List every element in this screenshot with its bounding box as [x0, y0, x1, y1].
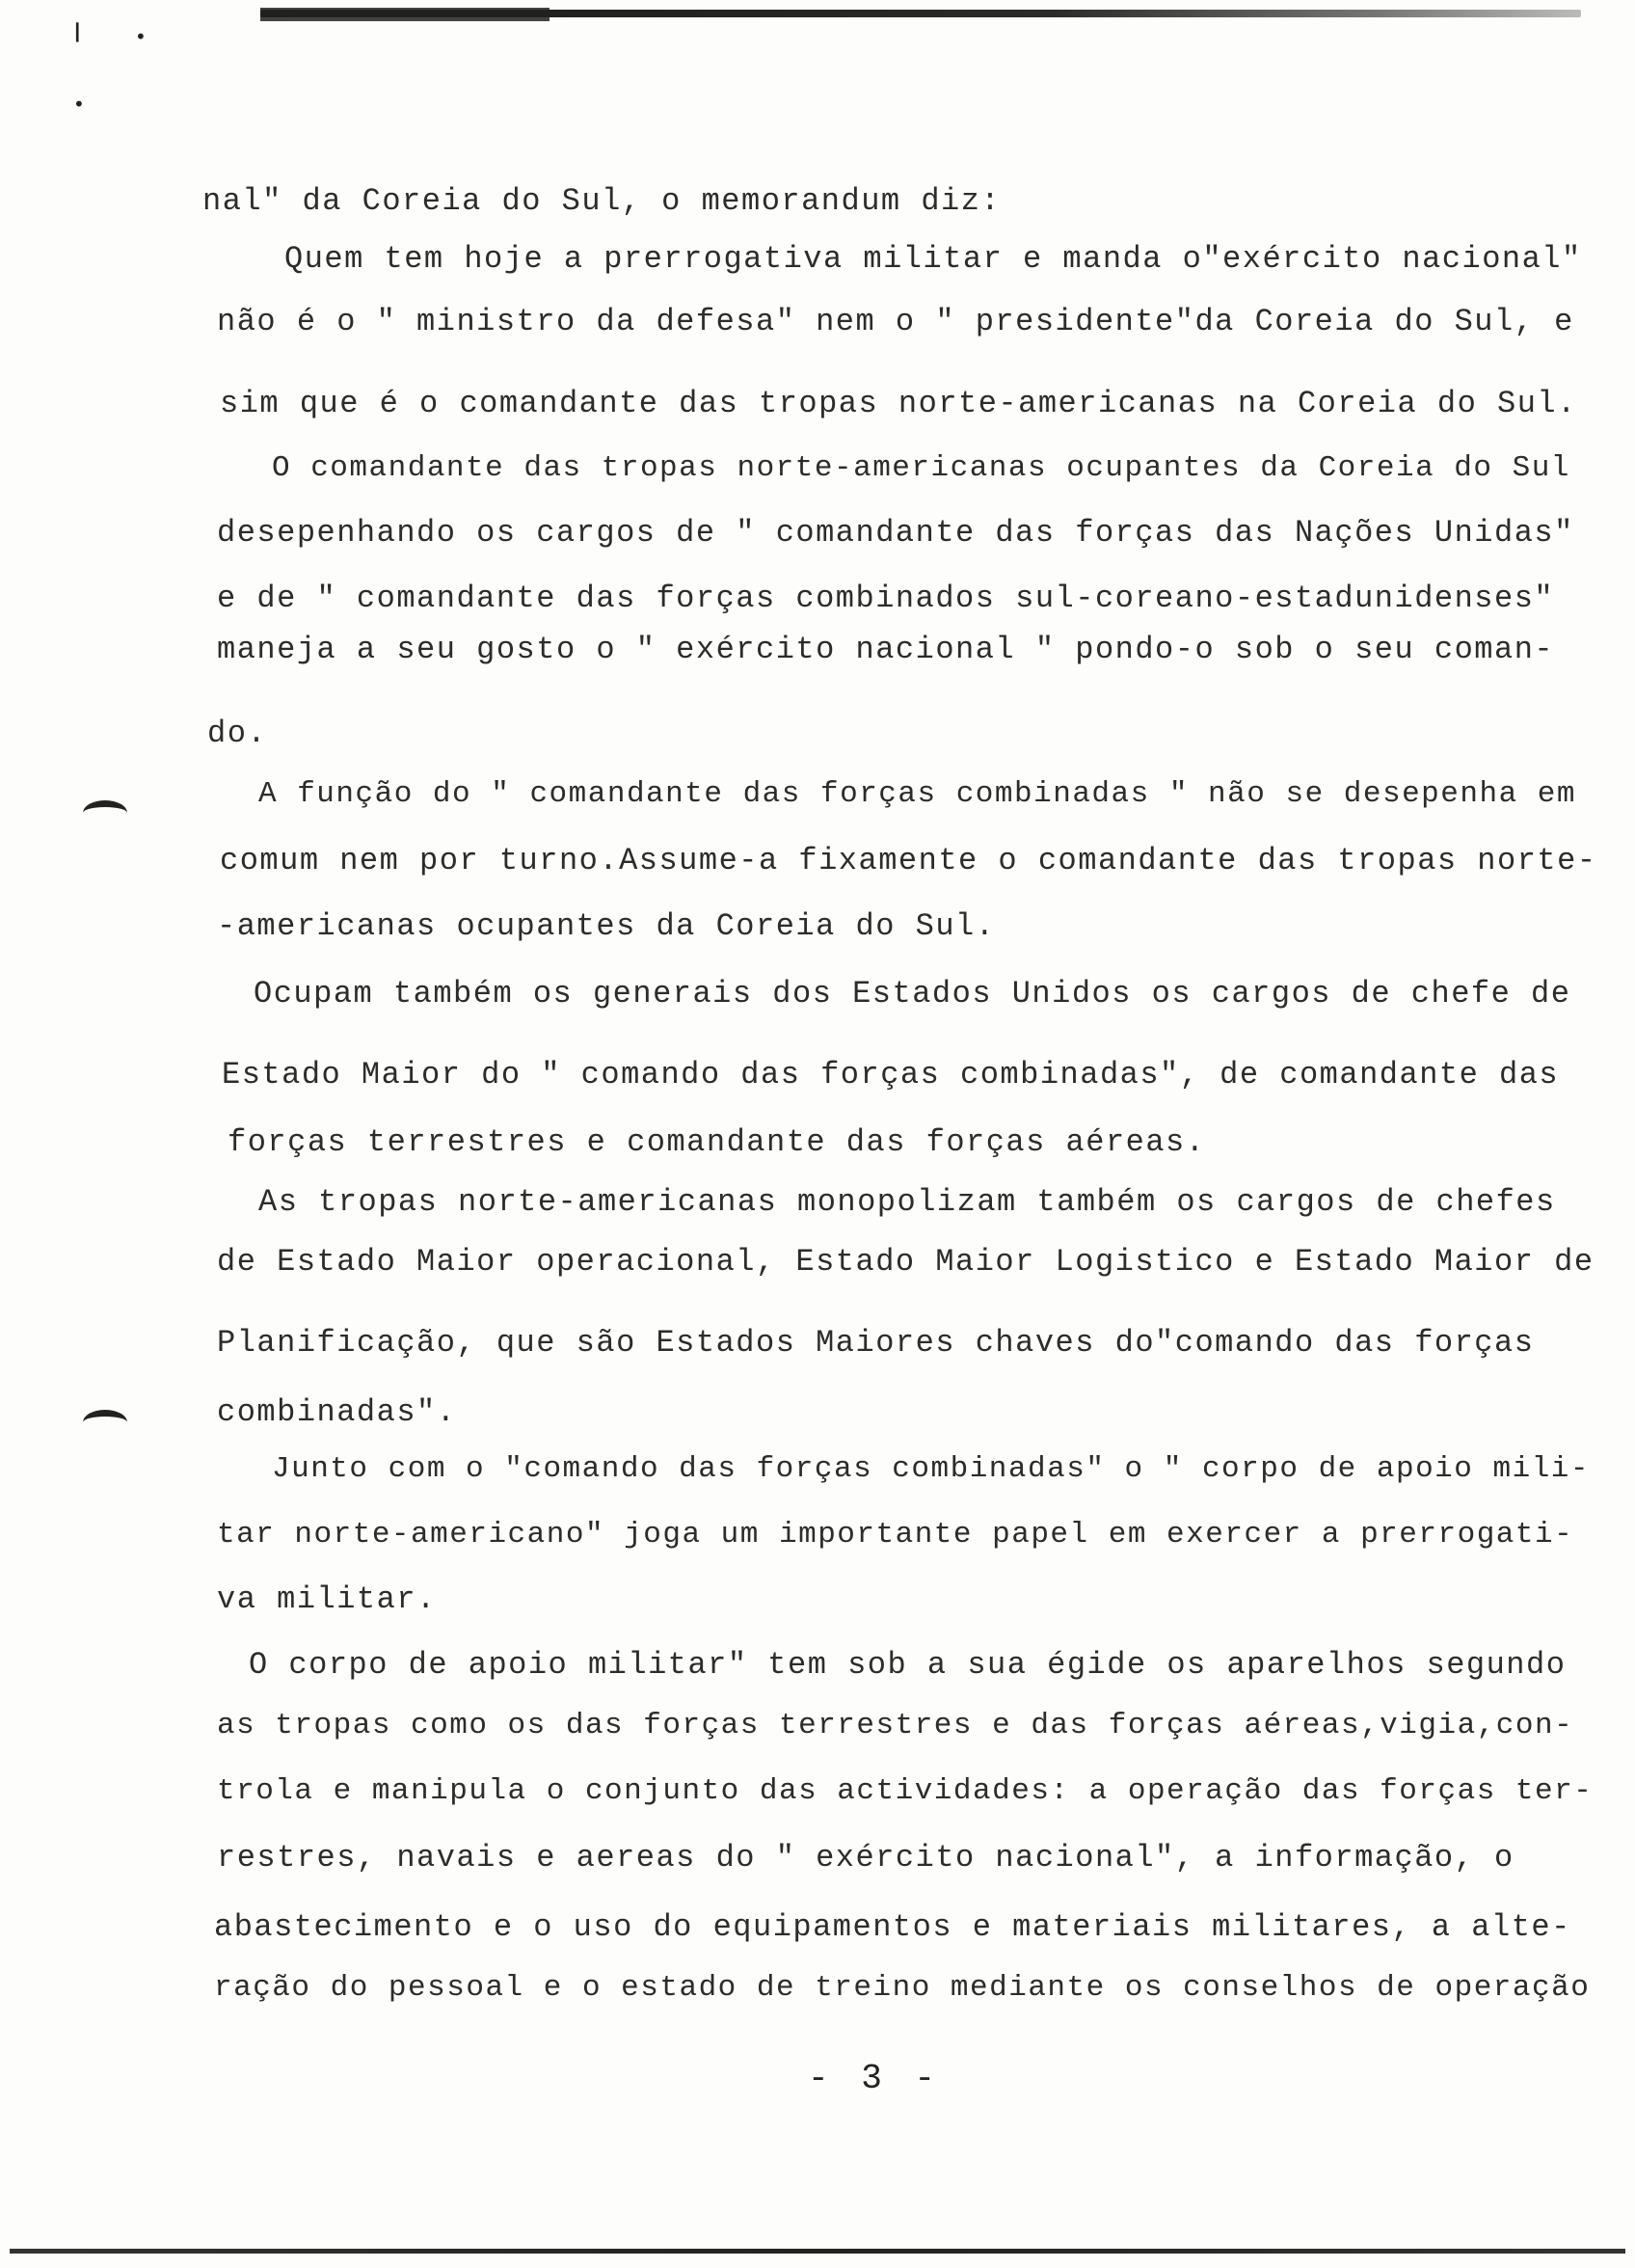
text-line: Planificação, que são Estados Maiores chaves do"comando das forças	[217, 1325, 1535, 1361]
text-line: desepenhando os cargos de " comandante das forças das Nações Unidas"	[217, 515, 1574, 551]
corner-mark: ╷	[67, 4, 88, 42]
punch-hole-mark	[83, 800, 127, 825]
text-line: e de " comandante das forças combinados sul-coreano-estadunidenses"	[217, 580, 1555, 616]
corner-dot: •	[135, 25, 147, 48]
text-line: restres, navais e aereas do " exército nacional", a informação, o	[217, 1840, 1514, 1876]
text-line: O corpo de apoio militar" tem sob a sua égide os aparelhos segundo	[249, 1647, 1567, 1683]
text-line: tar norte-americano" joga um importante papel em exercer a prerrogati-	[217, 1518, 1574, 1552]
text-line: Ocupam também os generais dos Estados Unidos os cargos de chefe de	[254, 976, 1571, 1012]
text-line: sim que é o comandante das tropas norte-americanas na Coreia do Sul.	[220, 386, 1577, 421]
text-line: nal" da Coreia do Sul, o memorandum diz:	[202, 183, 1002, 219]
text-line: as tropas como os das forças terrestres e das forças aéreas,vigia,con-	[217, 1709, 1574, 1742]
corner-dot: •	[73, 93, 85, 116]
text-line: As tropas norte-americanas monopolizam também os cargos de chefes	[258, 1184, 1556, 1220]
text-line: combinadas".	[217, 1394, 457, 1430]
text-line: O comandante das tropas norte-americanas ocupantes da Coreia do Sul	[272, 451, 1570, 485]
text-line: -americanas ocupantes da Coreia do Sul.	[217, 908, 996, 944]
text-line: comum nem por turno.Assume-a fixamente o comandante das tropas norte-	[220, 843, 1597, 878]
text-line: de Estado Maior operacional, Estado Maior Logistico e Estado Maior de	[217, 1244, 1595, 1280]
text-line: Estado Maior do " comando das forças combinadas", de comandante das	[222, 1057, 1560, 1093]
page-number: - 3 -	[808, 2059, 942, 2098]
top-scan-bar-thick	[260, 8, 549, 21]
text-line: Junto com o "comando das forças combinadas" o " corpo de apoio mili-	[272, 1452, 1591, 1486]
text-line: não é o " ministro da defesa" nem o " presidente"da Coreia do Sul, e	[217, 304, 1574, 339]
text-line: Quem tem hoje a prerrogativa militar e manda o"exército nacional"	[284, 241, 1582, 277]
text-line: abastecimento e o uso do equipamentos e materiais militares, a alte-	[214, 1909, 1571, 1945]
text-line: forças terrestres e comandante das forças aéreas.	[228, 1124, 1206, 1160]
text-line: trola e manipula o conjunto das actividades: a operação das forças ter-	[217, 1774, 1594, 1808]
text-line: A função do " comandante das forças combinadas " não se desepenha em	[258, 777, 1577, 811]
text-line: ração do pessoal e o estado de treino mediante os conselhos de operação	[214, 1971, 1591, 2005]
text-line: va militar.	[217, 1581, 437, 1617]
text-line: do.	[207, 716, 268, 751]
punch-hole-mark	[83, 1410, 127, 1435]
bottom-scan-bar	[10, 2249, 1625, 2254]
text-line: maneja a seu gosto o " exército nacional " pondo-o sob o seu coman-	[217, 632, 1555, 667]
